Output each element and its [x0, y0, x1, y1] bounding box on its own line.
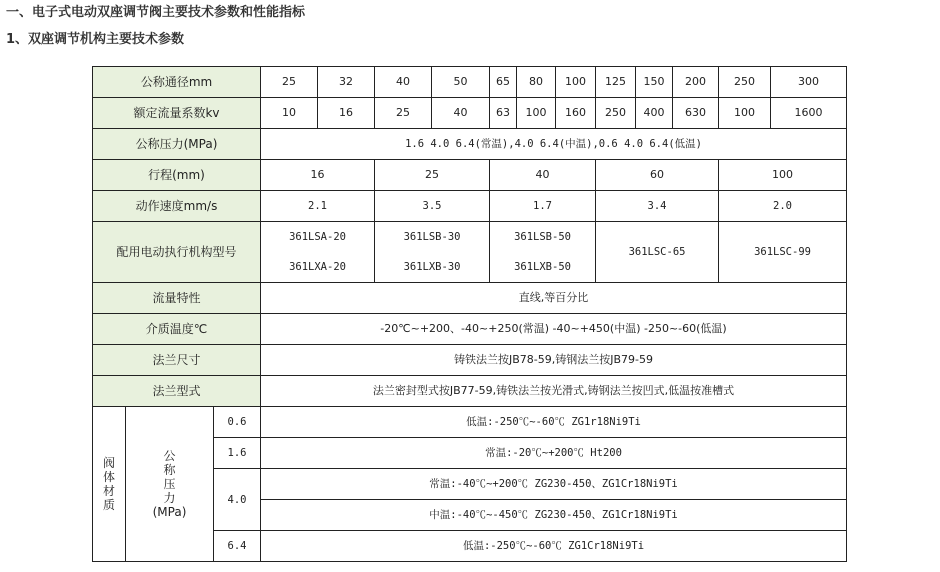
cell-speed: 3.4 — [596, 191, 719, 222]
cell-dn: 80 — [517, 67, 556, 98]
subsection-heading: 1、双座调节机构主要技术参数 — [6, 32, 185, 47]
cell-kv: 250 — [596, 98, 636, 129]
cell-speed: 3.5 — [375, 191, 490, 222]
cell-actuator — [261, 222, 375, 283]
cell-kv: 25 — [375, 98, 432, 129]
cell-stroke: 100 — [719, 160, 847, 191]
cell-kv: 160 — [556, 98, 596, 129]
row-stroke — [93, 160, 847, 191]
cell-pressure-value: 0.6 — [214, 407, 261, 438]
cell-actuator — [490, 222, 596, 283]
cell-kv: 63 — [490, 98, 517, 129]
actuator-model: 361LXA-20 — [289, 261, 346, 273]
cell-kv: 400 — [636, 98, 673, 129]
label-char: 力 — [163, 491, 176, 505]
cell-dn: 40 — [375, 67, 432, 98]
cell-material: 常温:-40℃~+200℃ ZG230-450、ZG1Cr18Ni9Ti — [261, 469, 847, 500]
label-char: 称 — [163, 463, 176, 477]
label-char: 质 — [102, 498, 115, 512]
label-medium-temperature: 介质温度℃ — [93, 314, 261, 345]
cell-speed: 2.0 — [719, 191, 847, 222]
cell-material: 低温:-250℃~-60℃ ZG1Cr18Ni9Ti — [261, 531, 847, 562]
cell-pressure-value: 6.4 — [214, 531, 261, 562]
cell-nominal-pressure: 1.6 4.0 6.4(常温),4.0 6.4(中温),0.6 4.0 6.4(低温) — [261, 129, 847, 160]
cell-dn: 200 — [673, 67, 719, 98]
row-body-material — [93, 407, 847, 438]
label-nominal-diameter: 公称通径mm — [93, 67, 261, 98]
actuator-model: 361LSB-50 — [514, 231, 571, 243]
cell-dn: 300 — [771, 67, 847, 98]
cell-stroke: 60 — [596, 160, 719, 191]
cell-kv: 16 — [318, 98, 375, 129]
row-nominal-pressure — [93, 129, 847, 160]
cell-material: 低温:-250℃~-60℃ ZG1r18Ni9Ti — [261, 407, 847, 438]
label-flow-coefficient: 额定流量系数kv — [93, 98, 261, 129]
cell-dn: 25 — [261, 67, 318, 98]
cell-medium-temperature: -20℃~+200、-40~+250(常温) -40~+450(中温) -250~-60(低温) — [261, 314, 847, 345]
label-flange-type: 法兰型式 — [93, 376, 261, 407]
label-speed: 动作速度mm/s — [93, 191, 261, 222]
cell-stroke: 16 — [261, 160, 375, 191]
label-char: 压 — [163, 477, 176, 491]
label-char: (MPa) — [152, 505, 187, 519]
cell-dn: 125 — [596, 67, 636, 98]
cell-dn: 50 — [432, 67, 490, 98]
spec-table — [92, 66, 847, 562]
label-body-material — [93, 407, 126, 562]
cell-actuator — [375, 222, 490, 283]
cell-dn: 150 — [636, 67, 673, 98]
label-char: 材 — [102, 484, 115, 498]
section-heading: 一、电子式电动双座调节阀主要技术参数和性能指标 — [6, 5, 306, 20]
cell-kv: 100 — [719, 98, 771, 129]
actuator-model: 361LSB-30 — [403, 231, 461, 243]
actuator-model: 361LSA-20 — [289, 231, 346, 243]
label-char: 阀 — [102, 456, 115, 470]
cell-dn: 32 — [318, 67, 375, 98]
row-flange-size — [93, 345, 847, 376]
row-actuator — [93, 222, 847, 283]
actuator-model: 361LXB-50 — [514, 261, 571, 273]
cell-flow-characteristic: 直线,等百分比 — [261, 283, 847, 314]
cell-material: 常温:-20℃~+200℃ Ht200 — [261, 438, 847, 469]
label-char: 公 — [163, 449, 176, 463]
cell-speed: 2.1 — [261, 191, 375, 222]
label-flow-characteristic: 流量特性 — [93, 283, 261, 314]
label-stroke: 行程(mm) — [93, 160, 261, 191]
cell-kv: 1600 — [771, 98, 847, 129]
label-actuator: 配用电动执行机构型号 — [93, 222, 261, 283]
cell-dn: 250 — [719, 67, 771, 98]
cell-material: 中温:-40℃~-450℃ ZG230-450、ZG1Cr18Ni9Ti — [261, 500, 847, 531]
cell-speed: 1.7 — [490, 191, 596, 222]
cell-kv: 100 — [517, 98, 556, 129]
cell-kv: 40 — [432, 98, 490, 129]
cell-stroke: 25 — [375, 160, 490, 191]
cell-pressure-value: 1.6 — [214, 438, 261, 469]
row-flange-type — [93, 376, 847, 407]
label-char: 体 — [102, 470, 115, 484]
cell-flange-type: 法兰密封型式按JB77-59,铸铁法兰按光滑式,铸钢法兰按凹式,低温按准槽式 — [261, 376, 847, 407]
row-flow-characteristic — [93, 283, 847, 314]
cell-pressure-value: 4.0 — [214, 469, 261, 531]
label-nominal-pressure: 公称压力(MPa) — [93, 129, 261, 160]
cell-actuator: 361LSC-99 — [719, 222, 847, 283]
cell-kv: 10 — [261, 98, 318, 129]
row-nominal-diameter — [93, 67, 847, 98]
row-flow-coefficient — [93, 98, 847, 129]
label-nominal-pressure-vertical — [126, 407, 214, 562]
row-speed — [93, 191, 847, 222]
cell-dn: 65 — [490, 67, 517, 98]
cell-stroke: 40 — [490, 160, 596, 191]
cell-dn: 100 — [556, 67, 596, 98]
cell-flange-size: 铸铁法兰按JB78-59,铸钢法兰按JB79-59 — [261, 345, 847, 376]
cell-actuator: 361LSC-65 — [596, 222, 719, 283]
cell-kv: 630 — [673, 98, 719, 129]
row-medium-temperature — [93, 314, 847, 345]
label-flange-size: 法兰尺寸 — [93, 345, 261, 376]
actuator-model: 361LXB-30 — [403, 261, 461, 273]
